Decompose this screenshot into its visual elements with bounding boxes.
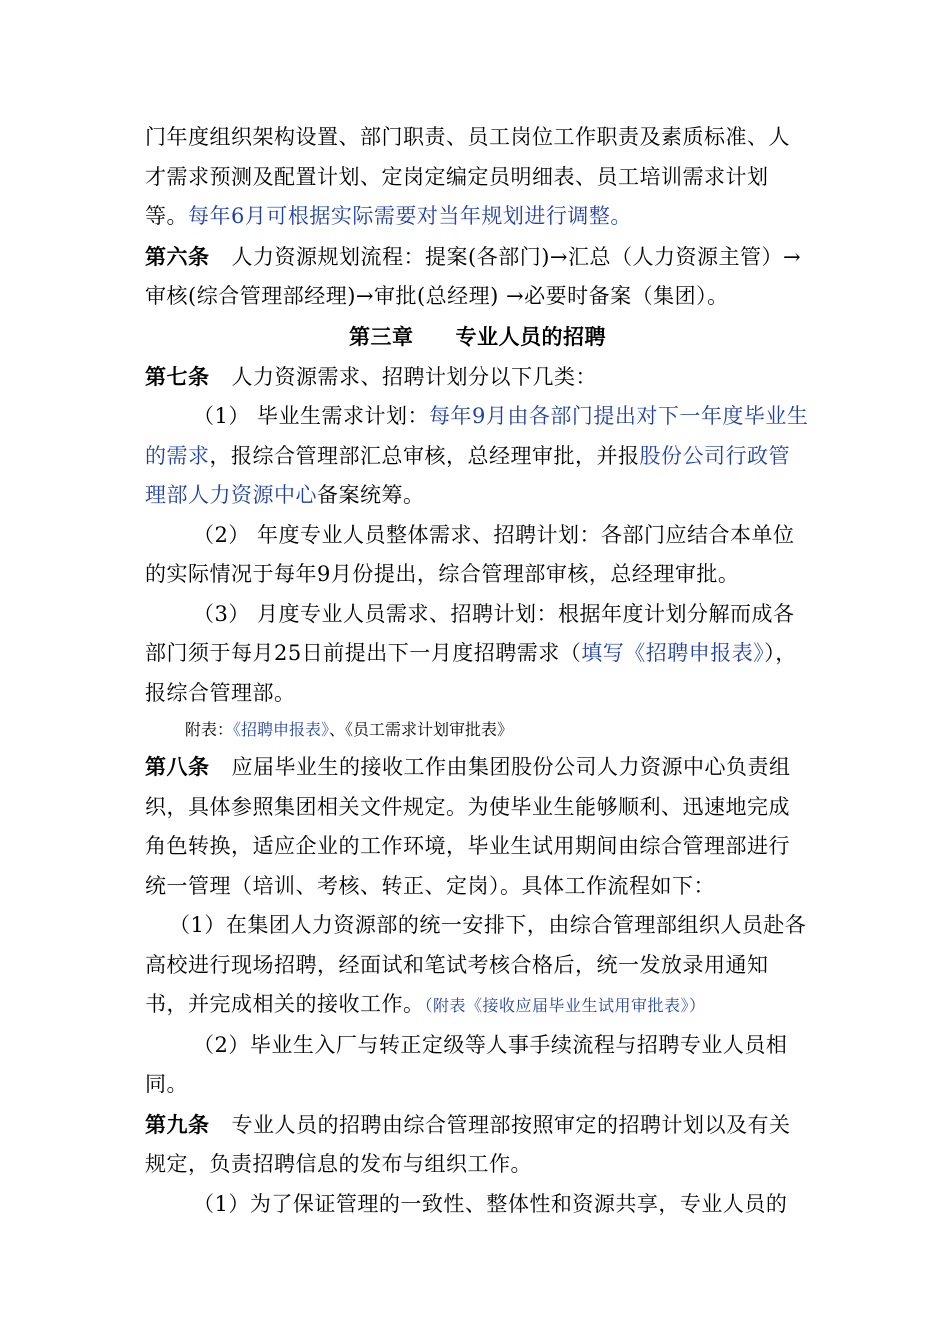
attachment-reference: （附表《接收应届毕业生试用审批表》）: [424, 996, 706, 1015]
article-9-item-1: （1）为了保证管理的一致性、整体性和资源共享，专业人员的: [193, 1191, 788, 1216]
article-6: 第六条 人力资源规划流程：提案(各部门)→汇总（人力资源主管）→审核(综合管理部经理)→审批(总经理) →必要时备案（集团）。: [145, 243, 802, 308]
article-7: 第七条 人力资源需求、招聘计划分以下几类：: [145, 363, 597, 389]
attachment-link[interactable]: 《招聘申报表》: [233, 720, 330, 739]
article-label: 第七条: [145, 363, 210, 389]
article-label: 第八条: [145, 754, 210, 779]
chapter-heading: 第三章 专业人员的招聘: [349, 323, 606, 349]
article-label: 第六条: [145, 243, 210, 269]
article-8-item-1: （1）在集团人力资源部的统一安排下，由综合管理部组织人员赴各高校进行现场招聘，经面试和笔试考核合格后，统一发放录用通知书，并完成相关的接收工作。（附表《接收应届毕业生试用审批表》）: [145, 913, 807, 1016]
article-7-item-3: （3） 月度专业人员需求、招聘计划：根据年度计划分解而成各部门须于每月25日前提出下一月度招聘需求（填写《招聘申报表》），报综合管理部。: [145, 601, 797, 705]
attachment-note: 附表：《招聘申报表》、《员工需求计划审批表》: [185, 720, 514, 739]
paragraph-planning-content: 门年度组织架构设置、部门职责、员工岗位工作职责及素质标准、人才需求预测及配置计划、定岗定编定员明细表、员工培训需求计划等。每年6月可根据实际需要对当年规划进行调整。: [145, 125, 790, 228]
article-7-item-2: （2） 年度专业人员整体需求、招聘计划：各部门应结合本单位的实际情况于每年9月份提出，综合管理部审核，总经理审批。: [145, 522, 795, 586]
article-7-item-1: （1） 毕业生需求计划：每年9月由各部门提出对下一年度毕业生的需求，报综合管理部汇总审核，总经理审批，并报股份公司行政管理部人力资源中心备案统筹。: [145, 404, 809, 507]
article-label: 第九条: [145, 1111, 210, 1137]
article-8: 第八条 应届毕业生的接收工作由集团股份公司人力资源中心负责组织，具体参照集团相关文件规定。为使毕业生能够顺利、迅速地完成角色转换，适应企业的工作环境，毕业生试用期间由综合管理部进行统一管理（培训、考核、转正、定岗）。具体工作流程如下：: [145, 754, 791, 898]
article-9: 第九条 专业人员的招聘由综合管理部按照审定的招聘计划以及有关规定，负责招聘信息的发布与组织工作。: [145, 1111, 791, 1176]
highlight-adjustment-note: 每年6月可根据实际需要对当年规划进行调整。: [188, 204, 632, 228]
article-8-item-2: （2）毕业生入厂与转正定级等人事手续流程与招聘专业人员相同。: [145, 1032, 788, 1096]
